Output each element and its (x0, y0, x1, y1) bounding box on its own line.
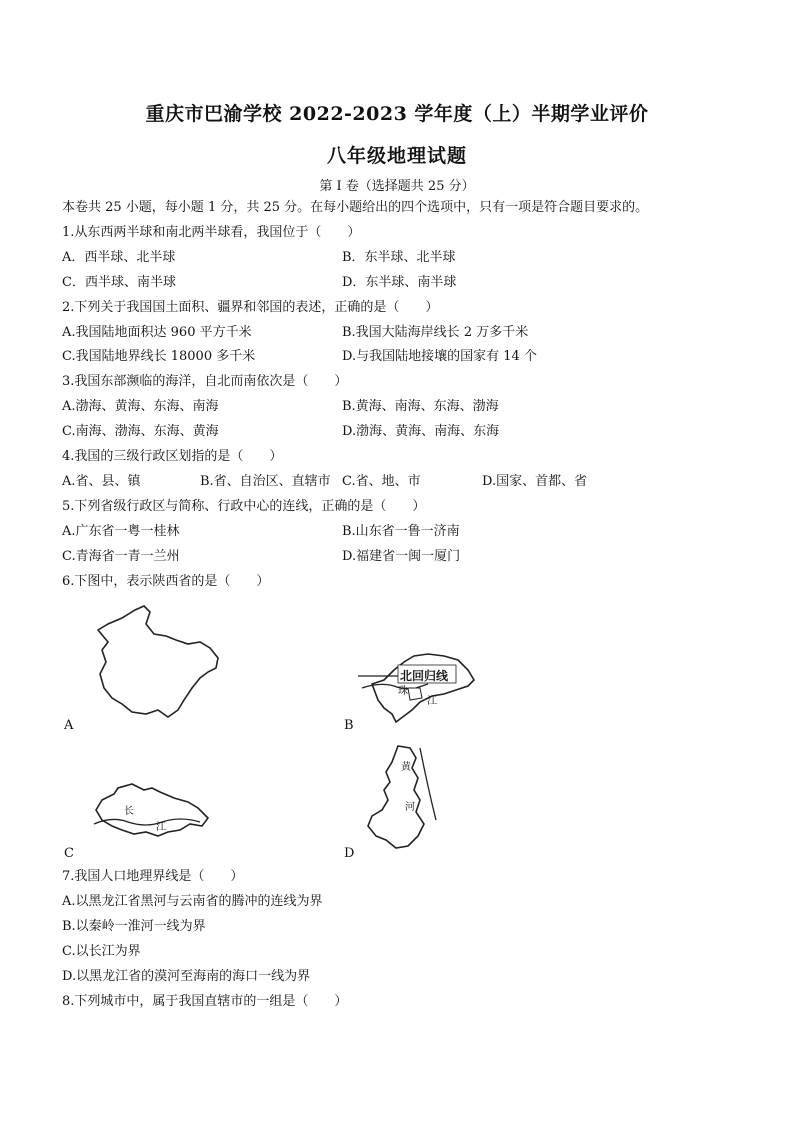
question-3-option-a[interactable]: A.渤海、黄海、东海、南海 (62, 399, 219, 414)
question-8-stem: 8.下列城市中，属于我国直辖市的一组是（ ） (62, 994, 348, 1009)
question-1-option-d[interactable]: D．东半球、南半球 (342, 275, 457, 290)
question-1-option-a[interactable]: A．西半球、北半球 (62, 250, 176, 265)
question-4-option-d[interactable]: D.国家、首都、省 (482, 474, 588, 489)
map-c-river-label-1: 长 (124, 806, 134, 817)
question-7-option-c[interactable]: C.以长江为界 (62, 944, 141, 959)
map-b-label: B (344, 718, 354, 733)
question-2-stem: 2.下列关于我国国土面积、疆界和邻国的表述，正确的是（ ） (62, 300, 439, 315)
question-7-option-d[interactable]: D.以黑龙江省的漠河至海南的海口一线为界 (62, 969, 311, 984)
question-3-stem: 3.我国东部濒临的海洋，自北而南依次是（ ） (62, 374, 348, 389)
question-1-stem: 1.从东西两半球和南北两半球看，我国位于（ ） (62, 225, 361, 240)
map-b-outline (372, 654, 474, 722)
question-5-option-c[interactable]: C.青海省一青一兰州 (62, 549, 180, 564)
question-1-option-c[interactable]: C．西半球、南半球 (62, 275, 176, 290)
question-2-option-a[interactable]: A.我国陆地面积达 960 平方千米 (62, 325, 252, 340)
question-2-option-d[interactable]: D.与我国陆地接壤的国家有 14 个 (342, 349, 537, 364)
question-7-stem: 7.我国人口地理界线是（ ） (62, 869, 244, 884)
map-b-river-label-2: 江 (427, 696, 437, 707)
map-a-label: A (64, 718, 74, 733)
page-title: 重庆市巴渝学校 2022-2023 学年度（上）半期学业评价 (145, 103, 649, 125)
instructions: 本卷共 25 小题，每小题 1 分，共 25 分。在每小题给出的四个选项中，只有一项是符合题目要求的。 (62, 200, 649, 215)
question-5-stem: 5.下列省级行政区与简称、行政中心的连线，正确的是（ ） (62, 499, 426, 514)
question-5-option-a[interactable]: A.广东省一粤一桂林 (62, 524, 180, 539)
question-3-option-c[interactable]: C.南海、渤海、东海、黄海 (62, 424, 219, 439)
map-b-river-label-1: 珠 (398, 686, 408, 697)
map-c[interactable] (88, 770, 213, 848)
section-heading: 第 I 卷（选择题共 25 分） (319, 179, 475, 194)
question-3-option-b[interactable]: B.黄海、南海、东海、渤海 (342, 399, 499, 414)
question-1-option-b[interactable]: B．东半球、北半球 (342, 250, 456, 265)
question-4-option-a[interactable]: A.省、县、镇 (62, 474, 141, 489)
question-7-option-b[interactable]: B.以秦岭一淮河一线为界 (62, 919, 206, 934)
map-d-river-label-1: 黄 (401, 762, 411, 773)
map-c-label: C (64, 846, 74, 861)
map-d-outline (368, 746, 424, 848)
question-5-option-b[interactable]: B.山东省一鲁一济南 (342, 524, 460, 539)
map-d-river-label-2: 河 (405, 802, 415, 813)
question-6-stem: 6.下图中，表示陕西省的是（ ） (62, 574, 270, 589)
map-d[interactable] (358, 742, 458, 854)
map-b[interactable] (358, 644, 488, 734)
page-subtitle: 八年级地理试题 (326, 145, 467, 167)
question-2-option-b[interactable]: B.我国大陆海岸线长 2 万多千米 (342, 325, 529, 340)
map-c-outline (96, 784, 208, 836)
question-4-stem: 4.我国的三级行政区划指的是（ ） (62, 449, 283, 464)
question-4-option-b[interactable]: B.省、自治区、直辖市 (200, 474, 331, 489)
map-c-river-label-2: 江 (156, 822, 166, 833)
map-a-outline (98, 606, 218, 717)
map-a[interactable] (88, 602, 233, 727)
question-4-option-c[interactable]: C.省、地、市 (342, 474, 421, 489)
question-5-option-d[interactable]: D.福建省一闽一厦门 (342, 549, 461, 564)
question-3-option-d[interactable]: D.渤海、黄海、南海、东海 (342, 424, 500, 439)
map-b-line-label: 北回归线 (400, 669, 449, 683)
map-d-label: D (344, 846, 355, 861)
question-7-option-a[interactable]: A.以黑龙江省黑河与云南省的腾冲的连线为界 (62, 894, 323, 909)
question-2-option-c[interactable]: C.我国陆地界线长 18000 多千米 (62, 349, 256, 364)
